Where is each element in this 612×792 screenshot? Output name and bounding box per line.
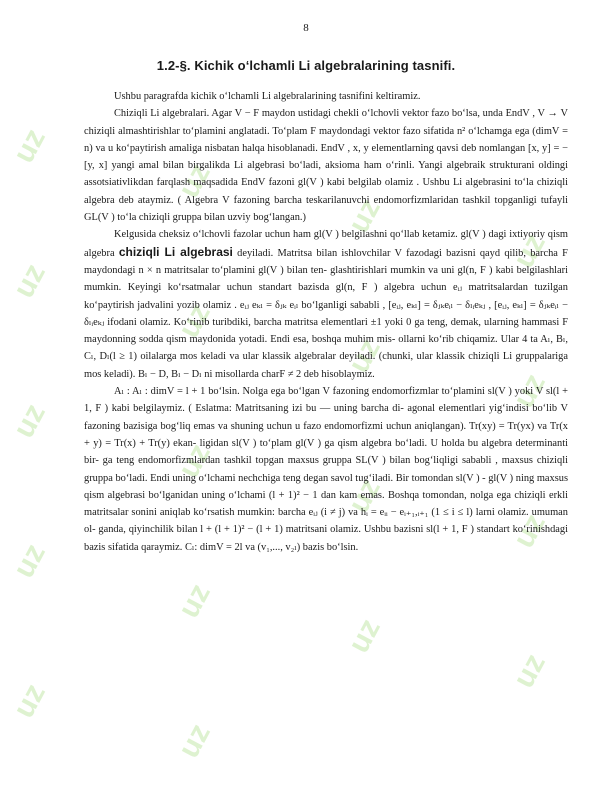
svg-text:uz: uz — [7, 258, 52, 304]
paragraph-linear-lie-algebras: Chiziqli Li algebralari. Agar V − F maydon ustidagi chekli o‘lchovli vektor fazo bo‘lsa, unda EndV , V → V chiziqli almashtirishlar to‘plamini anglatadi. To‘plam F maydondagi vektor fazo sifatida n² o‘lchamga ega (dimV = n) va u ko‘paytirish amaliga nisbatan halqa hisoblanadi. EndV , x, y elementlarning qavsi deb nomlangan [x, y] = −[y, x] yangi amal bilan birgalikda Li algebrasi bo‘ladi, aksioma ham o‘rinli. Yangi algebraik strukturani oldingi assotsiativlikdan farqlash maqsadida EndV fazoni gl(V ) kabi belgilab olamiz . Ushbu Li algebrasini to‘la chiziqli algebra deb ataymiz. ( Algebra V fazoning barcha teskarilanuvchi endomorfizmlaridan tashkil topganligi tufayli GL(V ) to‘la chiziqli gruppa bilan uzviy bog‘langan.) — [84, 108, 568, 224]
paragraph-infinite-dimensional-start: Kelgusida cheksiz o‘lchovli fazolar uchun ham gl(V ) belgilashni qo‘llab ketamiz. gl(V ) dagi ixtiyoriy qism algebra — [84, 229, 568, 259]
svg-text:uz: uz — [342, 333, 387, 379]
svg-text:uz: uz — [172, 578, 217, 624]
svg-text:uz: uz — [172, 718, 217, 764]
svg-text:uz: uz — [172, 158, 217, 204]
page-number: 8 — [303, 22, 309, 34]
paragraph-infinite-dimensional-rest: deyiladi. Matritsa bilan ishlovchilar V fazodagi bazisni qayd qilib, barcha F maydondagi n × n matritsalar to‘plamini gl(V ) bilan ten- glashtirishlari mumkin va uni gl(n, F ) kabi belgilashlari mumkin. Keyingi ko‘rsatmalar uchun standart bazisda gl(n, F ) algebra uchun eᵢⱼ matritsalardan tuzilgan ko‘paytirish jadvalini yozib olamiz . eᵢⱼ eₖₗ = δⱼₖ eᵢₗ bo‘lganligi sababli , [eᵢⱼ, eₖₗ] = δⱼₖeᵢₗ − δₗᵢeₖⱼ , [eᵢⱼ, eₖₗ] = δⱼₖeᵢₗ − δₗᵢeₖⱼ ifodani olamiz. Ko‘rinib turibdiki, barcha matritsa elementlari ±1 yoki 0 ga teng, demak, ularning hammasi F maydonning sodda qism maydonida yotadi. Endi esa, boshqa muhim mis- ollarni ko‘rib chiqamiz. Ular 4 ta Aₗ, Bₗ, Cₗ, Dₗ(l ≥ 1) oilalarga mos keladi va ular klassik algebralar deyiladi. (chunki, ular klassik chiziqli Li gruppalariga mos keladi). Bₗ − D, Bₗ − Dₗ ni misollarda charF ≠ 2 deb hisoblaymiz. — [84, 247, 568, 380]
body-text — [84, 88, 568, 556]
svg-text:uz: uz — [7, 123, 52, 169]
svg-text:uz: uz — [507, 368, 552, 414]
paragraph-intro: Ushbu paragrafda kichik o‘lchamli Li algebralarining tasnifini keltiramiz. — [114, 91, 421, 102]
svg-text:uz: uz — [507, 508, 552, 554]
emphasized-term: chiziqli Li algebrasi — [118, 244, 233, 259]
svg-text:uz: uz — [7, 398, 52, 444]
svg-text:uz: uz — [7, 678, 52, 724]
svg-text:uz: uz — [342, 193, 387, 239]
paragraph-al-series: Aₗ : Aₗ : dimV = l + 1 bo‘lsin. Nolga ega bo‘lgan V fazoning endomorfizmlar to‘plamini sl(V ) yoki V sl(l + 1, F ) kabi belgilaymiz. ( Eslatma: Matritsaning izi bu — uning barcha di- agonal elementlari yig‘indisi bo‘lib V fazoning bazisiga bog‘liq emas va shuning uchun u fazo endomorfizmi uchun aniqlangan). Tr(xy) = Tr(yx) va Tr(x + y) = Tr(x) + Tr(y) ekan- ligidan sl(V ) to‘plam gl(V ) ga qism algebra bo‘ladi. U holda bu algebra determinanti bir- ga teng endomorfizmlardan tashkil topgan maxsus gruppa SL(V ) bilan bog‘liqligi sababli , maxsus chiziqli gruppa bo‘ladi. Endi uning o‘lchami nechchiga teng degan savol tug‘iladi. Bir tomondan sl(V ) - gl(V ) ning maxsus qism algebrasi bo‘lganidan uning o‘lchami (l + 1)² − 1 dan kam emas. Boshqa tomondan, nolga ega chiziqli erkli matritsalar sonini aniqlab ko‘rsatish mumkin: barcha eᵢⱼ (i ≠ j) va hᵢ = eᵢᵢ − eᵢ₊₁,ᵢ₊₁ (1 ≤ i ≤ l) larni olamiz. umuman ol- ganda, qiyinchilik bilan l + (l + 1)² − (l + 1) matritsani olamiz. Ushbu bazisni sl(l + 1, F ) standart ko‘rinishdagi bazis sifatida qaraymiz. Cₗ: dimV = 2l va (v₁,..., v₂ₗ) bazis bo‘lsin. — [84, 386, 568, 553]
svg-text:uz: uz — [507, 648, 552, 694]
paragraph-infinite-dimensional — [84, 226, 568, 383]
svg-text:uz: uz — [342, 613, 387, 659]
svg-text:uz: uz — [507, 228, 552, 274]
svg-text:uz: uz — [172, 298, 217, 344]
section-title: 1.2-§. Kichik o‘lchamli Li algebralarining tasnifi. — [156, 58, 456, 73]
svg-text:uz: uz — [342, 473, 387, 519]
svg-text:uz: uz — [7, 538, 52, 584]
svg-text:uz: uz — [172, 438, 217, 484]
